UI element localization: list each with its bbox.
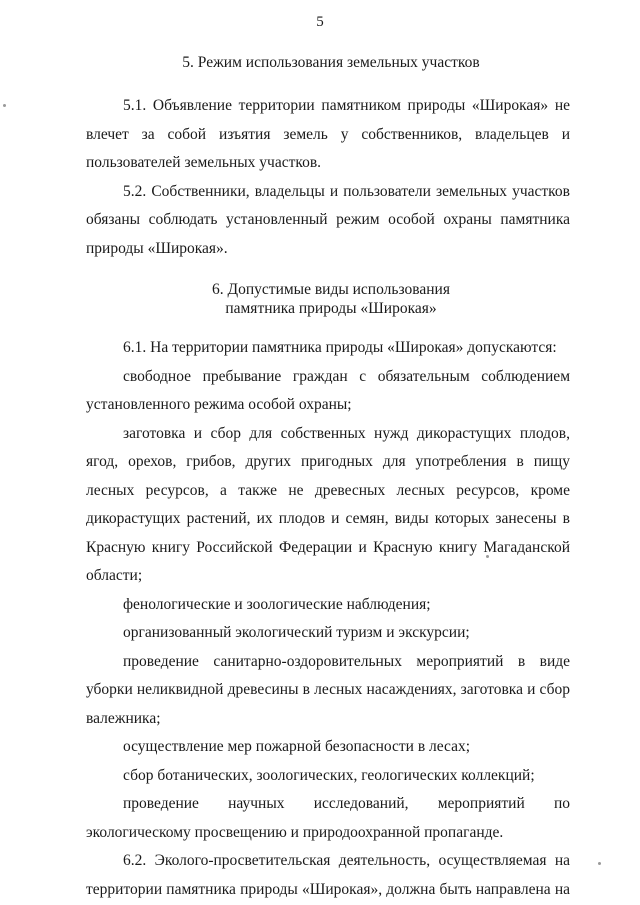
section-6-heading-line-2: памятника природы «Широкая» xyxy=(225,300,437,317)
list-item: проведение научных исследований, мероприятий по экологическому просвещению и природоохранной пропаганде. xyxy=(86,795,570,841)
paragraph-5-1: 5.1. Объявление территории памятником природы «Широкая» не влечет за собой изъятия земель у собственников, владельцев и пользователей земельных участков. xyxy=(86,97,570,171)
list-item: осуществление мер пожарной безопасности в лесах; xyxy=(123,738,471,755)
section-6-body xyxy=(86,334,570,904)
page-number: 5 xyxy=(316,14,324,30)
section-6-heading xyxy=(86,280,576,318)
paragraph-6-1: 6.1. На территории памятника природы «Широкая» допускаются: xyxy=(123,339,557,356)
list-item: организованный экологический туризм и экскурсии; xyxy=(123,624,470,641)
section-6-heading-line-1: 6. Допустимые виды использования xyxy=(212,281,450,298)
list-item: свободное пребывание граждан с обязательным соблюдением установленного режима особой охраны; xyxy=(86,367,570,413)
scan-speck xyxy=(598,862,601,865)
scan-speck xyxy=(486,555,489,558)
list-item: фенологические и зоологические наблюдения; xyxy=(123,595,431,613)
list-item: сбор ботанических, зоологических, геологических коллекций; xyxy=(123,766,535,784)
list-item: заготовка и сбор для собственных нужд дикорастущих плодов, ягод, орехов, грибов, других пригодных для употребления в пищу лесных ресурсов, а также не древесных лесных ресурсов, кроме дикорастущих растений, их плодов и семян, виды которых занесены в Красную книгу Российской Федерации и Красную книгу Магаданской области; xyxy=(86,424,570,584)
section-5-body xyxy=(86,92,570,263)
list-item: проведение санитарно-оздоровительных мероприятий в виде уборки неликвидной древесины в лесных насаждениях, заготовка и сбор валежника; xyxy=(86,652,570,727)
paragraph-5-2: 5.2. Собственники, владельцы и пользователи земельных участков обязаны соблюдать установленный режим особой охраны памятника природы «Широкая». xyxy=(86,182,570,257)
paragraph-6-2: 6.2. Эколого-просветительская деятельность, осуществляемая на территории памятника природы «Широкая», должна быть направлена на xyxy=(86,852,570,898)
section-5-heading: 5. Режим использования земельных участков xyxy=(182,54,480,71)
scan-speck xyxy=(3,104,6,107)
